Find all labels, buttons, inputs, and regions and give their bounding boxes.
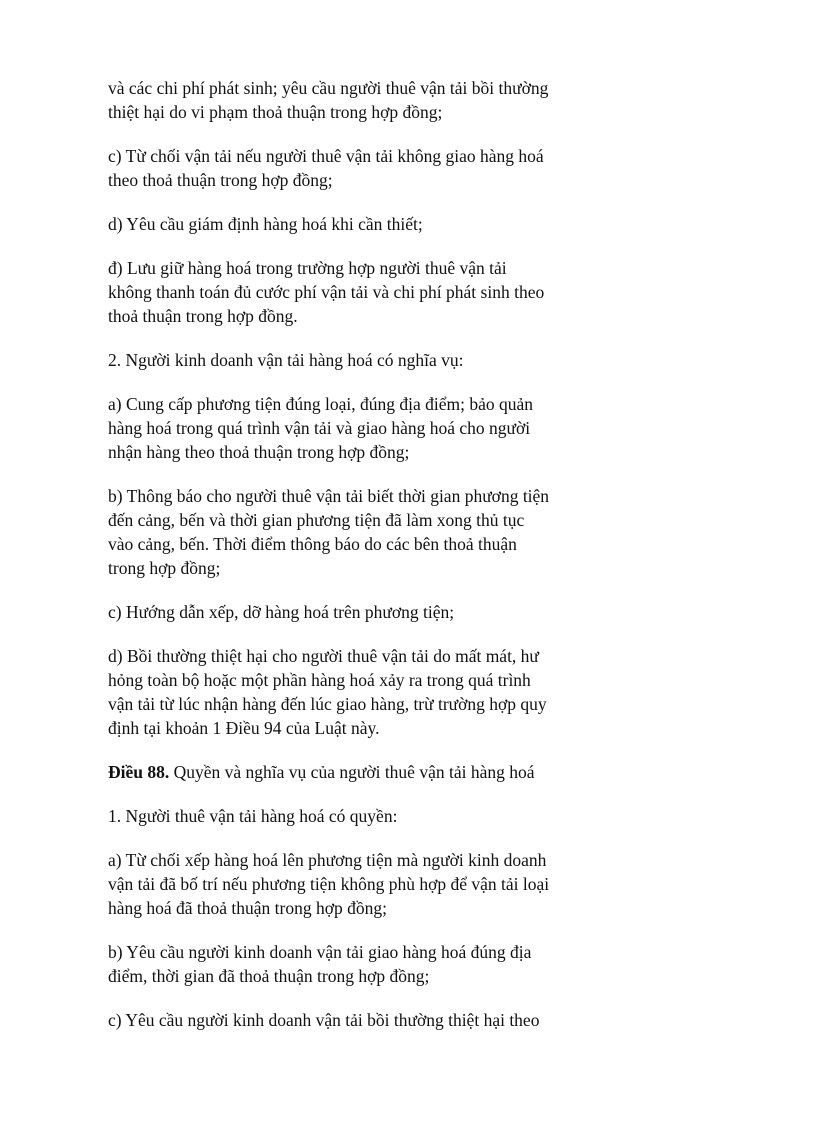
text-line: a) Cung cấp phương tiện đúng loại, đúng địa điểm; bảo quản (108, 394, 534, 414)
text-line: thoả thuận trong hợp đồng. (108, 306, 298, 326)
article-label: Điều 88. (108, 762, 170, 782)
paragraph-item-d-compensation (108, 644, 608, 740)
text-line: 2. Người kinh doanh vận tải hàng hoá có nghĩa vụ: (108, 350, 464, 370)
paragraph-item-b-deliver-correctly (108, 940, 608, 988)
text-line: thiệt hại do vi phạm thoả thuận trong hợp đồng; (108, 102, 443, 122)
document-page (108, 76, 608, 1052)
text-line: đến cảng, bến và thời gian phương tiện đã làm xong thủ tục (108, 510, 525, 530)
article-title: Quyền và nghĩa vụ của người thuê vận tải hàng hoá (169, 762, 535, 782)
text-line: c) Từ chối vận tải nếu người thuê vận tải không giao hàng hoá (108, 146, 544, 166)
paragraph-clause-1-rights (108, 804, 608, 828)
paragraph-item-a-refuse-loading (108, 848, 608, 920)
text-line: hàng hoá trong quá trình vận tải và giao hàng hoá cho người (108, 418, 531, 438)
text-line: vận tải từ lúc nhận hàng đến lúc giao hàng, trừ trường hợp quy (108, 694, 547, 714)
text-line: vào cảng, bến. Thời điểm thông báo do các bên thoả thuận (108, 534, 517, 554)
text-line: định tại khoản 1 Điều 94 của Luật này. (108, 718, 380, 738)
paragraph-clause-2-obligations (108, 348, 608, 372)
paragraph-item-c-request-compensation (108, 1008, 608, 1032)
paragraph-item-a-provide-vehicle (108, 392, 608, 464)
text-line: hỏng toàn bộ hoặc một phần hàng hoá xảy ra trong quá trình (108, 670, 531, 690)
text-line: nhận hàng theo thoả thuận trong hợp đồng; (108, 442, 410, 462)
paragraph-item-d-inspection (108, 212, 608, 236)
text-line: hàng hoá đã thoả thuận trong hợp đồng; (108, 898, 387, 918)
paragraph-continuation-fees (108, 76, 608, 124)
article-heading (108, 760, 608, 784)
paragraph-item-c-refuse (108, 144, 608, 192)
text-line: d) Yêu cầu giám định hàng hoá khi cần thiết; (108, 214, 423, 234)
text-line: d) Bồi thường thiệt hại cho người thuê vận tải do mất mát, hư (108, 646, 539, 666)
paragraph-item-b-notify (108, 484, 608, 580)
text-line: trong hợp đồng; (108, 558, 221, 578)
text-line: b) Thông báo cho người thuê vận tải biết thời gian phương tiện (108, 486, 550, 506)
text-line: a) Từ chối xếp hàng hoá lên phương tiện mà người kinh doanh (108, 850, 547, 870)
text-line: vận tải đã bố trí nếu phương tiện không phù hợp để vận tải loại (108, 874, 550, 894)
text-line: c) Yêu cầu người kinh doanh vận tải bồi thường thiệt hại theo (108, 1010, 540, 1030)
paragraph-item-dd-retain (108, 256, 608, 328)
text-line: 1. Người thuê vận tải hàng hoá có quyền: (108, 806, 398, 826)
text-line: điểm, thời gian đã thoả thuận trong hợp đồng; (108, 966, 430, 986)
paragraph-item-c-loading-guide (108, 600, 608, 624)
text-line: và các chi phí phát sinh; yêu cầu người thuê vận tải bồi thường (108, 78, 549, 98)
text-line: b) Yêu cầu người kinh doanh vận tải giao hàng hoá đúng địa (108, 942, 532, 962)
text-line: theo thoả thuận trong hợp đồng; (108, 170, 333, 190)
text-line: c) Hướng dẫn xếp, dỡ hàng hoá trên phương tiện; (108, 602, 455, 622)
text-line: không thanh toán đủ cước phí vận tải và chi phí phát sinh theo (108, 282, 545, 302)
text-line: đ) Lưu giữ hàng hoá trong trường hợp người thuê vận tải (108, 258, 507, 278)
